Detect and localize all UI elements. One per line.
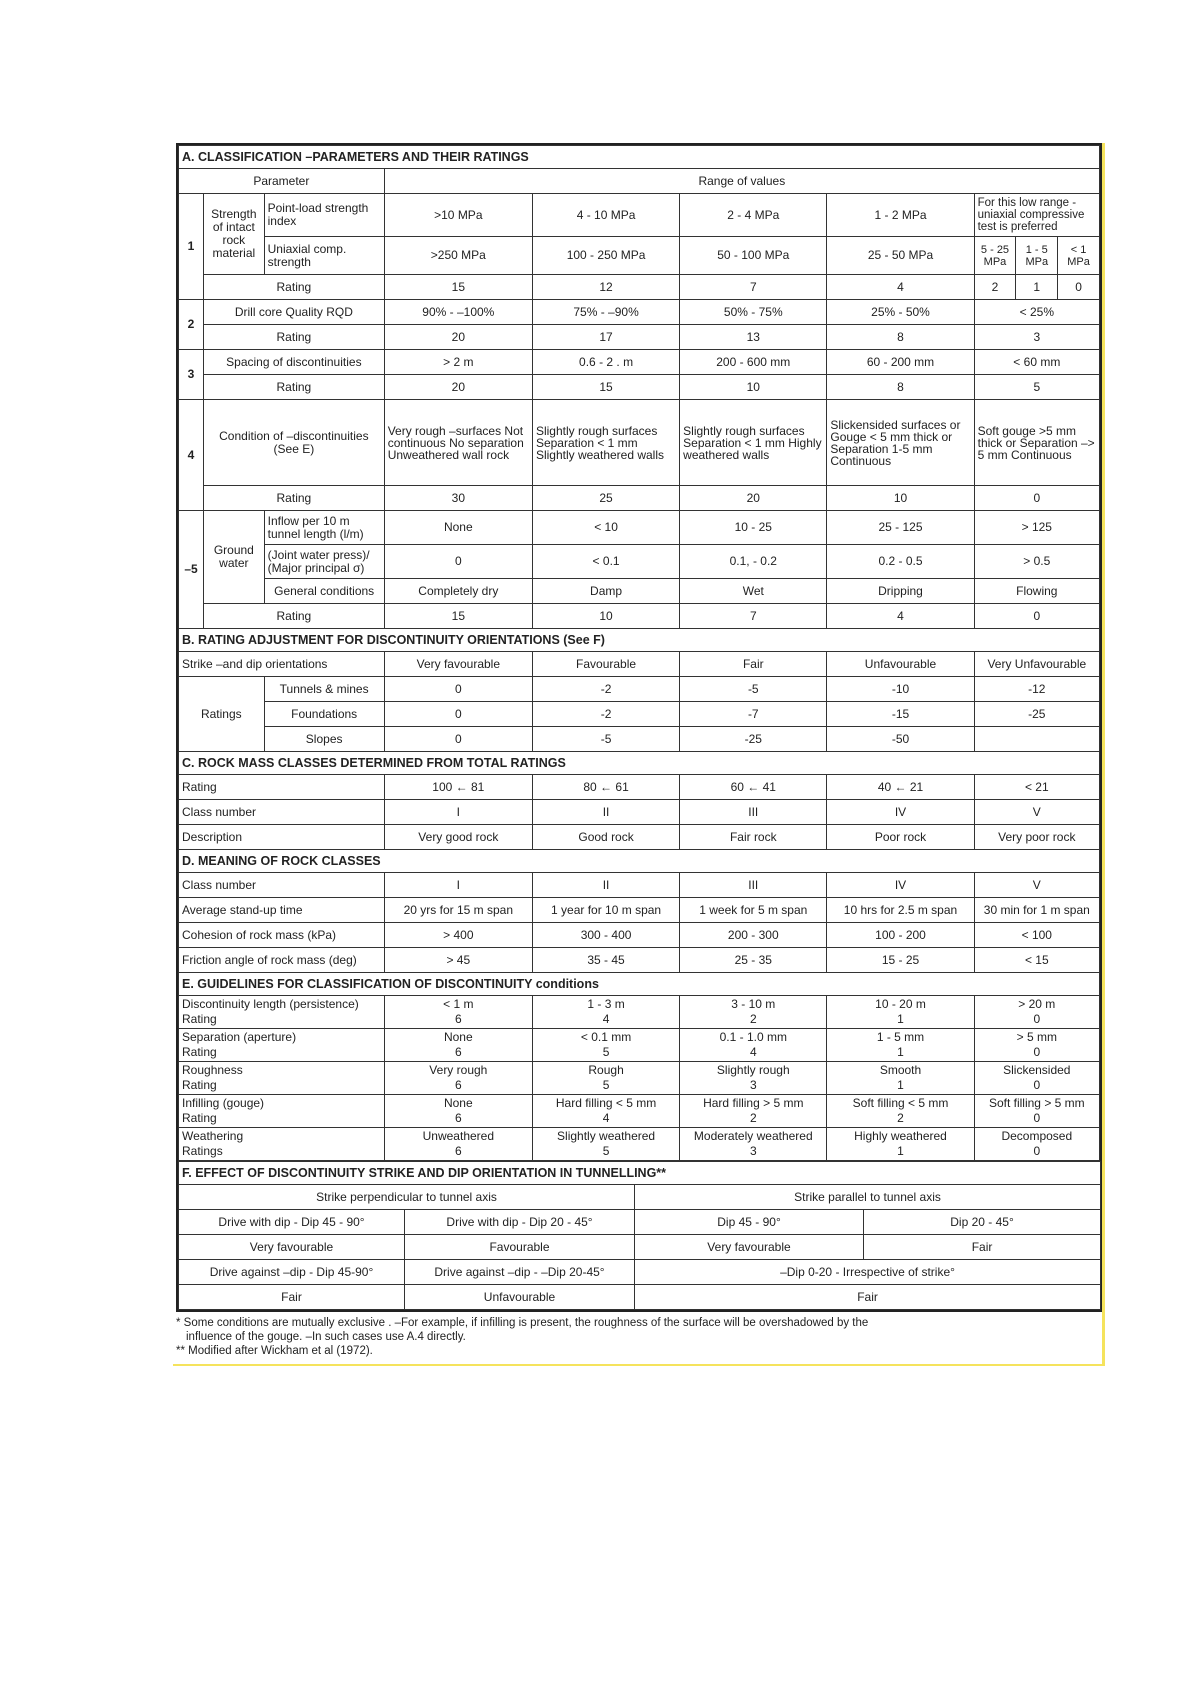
inflow-cell: > 125	[974, 511, 1099, 545]
spacing-label: Spacing of discontinuities	[204, 350, 385, 375]
guideline-rating: 2	[749, 1111, 757, 1125]
rating-cell: 10	[680, 375, 827, 400]
guideline-rating-label: Rating	[182, 1012, 217, 1026]
guideline-rating: 0	[1033, 1045, 1041, 1059]
class-cell: 60 ← 41	[680, 775, 827, 800]
guideline-cell	[532, 1095, 679, 1128]
meaning-row-label: Cohesion of rock mass (kPa)	[179, 923, 385, 948]
guideline-cell	[974, 1062, 1099, 1095]
ratings-label: Ratings	[179, 677, 265, 752]
guideline-cell	[827, 1095, 974, 1128]
guideline-rating: 4	[602, 1012, 610, 1026]
adjustment-cell	[974, 727, 1099, 752]
adjustment-cell: 0	[384, 677, 532, 702]
guideline-cell	[384, 1029, 532, 1062]
rating-cell: 2	[974, 275, 1016, 300]
footnote-2: ** Modified after Wickham et al (1972).	[176, 1345, 373, 1357]
guideline-value: Decomposed	[1001, 1129, 1073, 1143]
orientation-case: Drive with dip - Dip 20 - 45°	[405, 1210, 635, 1235]
ucs-low-cell: 1 - 5 MPa	[1016, 237, 1058, 275]
guideline-value: 1 - 5 mm	[876, 1030, 925, 1044]
guideline-param: Discontinuity length (persistence)	[182, 997, 359, 1011]
class-cell: IV	[827, 800, 974, 825]
pl-cell: 2 - 4 MPa	[680, 194, 827, 237]
joint-water-cell: 0	[384, 545, 532, 579]
class-cell: Good rock	[532, 825, 679, 850]
guideline-rating: 1	[897, 1144, 904, 1158]
guideline-rating: 1	[897, 1045, 904, 1059]
guideline-cell	[532, 1128, 679, 1161]
rqd-cell: 75% - –90%	[532, 300, 679, 325]
rating-cell: 13	[680, 325, 827, 350]
guideline-row	[179, 1095, 1100, 1128]
guideline-rating: 6	[454, 1045, 462, 1059]
condition-label: Condition of –discontinuities (See E)	[204, 400, 385, 486]
inflow-cell: 10 - 25	[680, 511, 827, 545]
guideline-rating: 6	[454, 1144, 462, 1158]
range-header: Range of values	[384, 169, 1099, 194]
adjustment-cell: -50	[827, 727, 974, 752]
meaning-cell: 30 min for 1 m span	[974, 898, 1099, 923]
guideline-cell	[532, 996, 679, 1029]
rating-cell: 0	[974, 486, 1099, 511]
rating-cell: 0	[1058, 275, 1100, 300]
ucs-cell: 100 - 250 MPa	[532, 237, 679, 275]
rating-cell: 3	[974, 325, 1099, 350]
adjustment-row-label: Tunnels & mines	[264, 677, 384, 702]
spacing-cell: < 60 mm	[974, 350, 1099, 375]
rating-cell: 20	[384, 375, 532, 400]
rating-label: Rating	[204, 325, 385, 350]
guideline-rating-label: Rating	[182, 1045, 217, 1059]
guideline-value: Moderately weathered	[693, 1129, 813, 1143]
guideline-rating: 6	[454, 1078, 462, 1092]
meaning-cell: < 100	[974, 923, 1099, 948]
guideline-rating: 2	[749, 1012, 757, 1026]
adjustment-cell: -25	[974, 702, 1099, 727]
general-conditions-cell: Dripping	[827, 579, 974, 604]
condition-cell: Very rough –surfaces Not continuous No separation Unweathered wall rock	[384, 400, 532, 486]
low-range-note: For this low range - uniaxial compressive test is preferred	[974, 194, 1099, 237]
guideline-cell	[384, 1095, 532, 1128]
orientation-effect: Very favourable	[179, 1235, 405, 1260]
rating-cell: 8	[827, 325, 974, 350]
guideline-cell	[532, 1029, 679, 1062]
section-c-title: C. ROCK MASS CLASSES DETERMINED FROM TOTAL RATINGS	[179, 752, 1100, 775]
guideline-label	[179, 1128, 385, 1161]
strike-perpendicular-header: Strike perpendicular to tunnel axis	[179, 1185, 635, 1210]
guideline-rating: 0	[1033, 1012, 1041, 1026]
rating-cell: 5	[974, 375, 1099, 400]
guideline-value: Hard filling < 5 mm	[555, 1096, 657, 1110]
adjustment-cell: -7	[680, 702, 827, 727]
adjustment-cell: -2	[532, 702, 679, 727]
guideline-rating: 1	[897, 1012, 904, 1026]
rating-cell: 15	[384, 275, 532, 300]
groundwater-label: Ground water	[204, 511, 265, 604]
rmr-sheet	[176, 143, 1105, 1364]
guideline-cell	[827, 1062, 974, 1095]
rating-cell: 12	[532, 275, 679, 300]
guideline-cell	[974, 1128, 1099, 1161]
guidelines-body	[179, 996, 1100, 1161]
row-number-2: 2	[179, 300, 204, 350]
rqd-label: Drill core Quality RQD	[204, 300, 385, 325]
rmr-table-frame	[176, 143, 1102, 1312]
guideline-rating: 4	[602, 1111, 610, 1125]
guideline-rating: 6	[454, 1012, 462, 1026]
condition-cell: Soft gouge >5 mm thick or Separation –> 5 mm Continuous	[974, 400, 1099, 486]
guideline-label	[179, 1029, 385, 1062]
adjustment-cell: -25	[680, 727, 827, 752]
guideline-value: 1 - 3 m	[587, 997, 625, 1011]
meaning-cell: 1 year for 10 m span	[532, 898, 679, 923]
adjustment-cell: 0	[384, 727, 532, 752]
meaning-row-label: Average stand-up time	[179, 898, 385, 923]
guideline-row	[179, 1062, 1100, 1095]
parameter-header: Parameter	[179, 169, 385, 194]
rating-cell: 4	[827, 275, 974, 300]
guideline-rating: 0	[1033, 1078, 1041, 1092]
ucs-cell: 50 - 100 MPa	[680, 237, 827, 275]
orientation-case: –Dip 0-20 - Irrespective of strike°	[635, 1260, 1101, 1285]
spacing-cell: > 2 m	[384, 350, 532, 375]
meaning-cell: IV	[827, 873, 974, 898]
meaning-cell: 15 - 25	[827, 948, 974, 973]
guideline-cell	[974, 996, 1099, 1029]
guideline-rating-label: Rating	[182, 1078, 217, 1092]
orientation-effect: Favourable	[405, 1235, 635, 1260]
guideline-label	[179, 1062, 385, 1095]
meaning-cell: 10 hrs for 2.5 m span	[827, 898, 974, 923]
guideline-rating: 5	[602, 1144, 610, 1158]
class-cell: V	[974, 800, 1099, 825]
meaning-cell: 200 - 300	[680, 923, 827, 948]
meaning-cell: V	[974, 873, 1099, 898]
ucs-label: Uniaxial comp. strength	[264, 237, 384, 275]
rqd-cell: 25% - 50%	[827, 300, 974, 325]
rating-cell: 10	[827, 486, 974, 511]
adjustment-cell: 0	[384, 702, 532, 727]
meaning-cell: III	[680, 873, 827, 898]
guideline-rating: 0	[1033, 1111, 1041, 1125]
guideline-rating: 2	[897, 1111, 904, 1125]
guideline-rating: 0	[1033, 1144, 1041, 1158]
meaning-cell: > 45	[384, 948, 532, 973]
guideline-cell	[680, 1029, 827, 1062]
guideline-value: Slightly rough	[716, 1063, 790, 1077]
joint-water-cell: 0.2 - 0.5	[827, 545, 974, 579]
guideline-cell	[532, 1062, 679, 1095]
ucs-low-cell: < 1 MPa	[1058, 237, 1100, 275]
section-b-title: B. RATING ADJUSTMENT FOR DISCONTINUITY ORIENTATIONS (See F)	[179, 629, 1100, 652]
rating-label: Rating	[204, 275, 385, 300]
guideline-rating: 4	[749, 1045, 757, 1059]
section-f-title: F. EFFECT OF DISCONTINUITY STRIKE AND DIP ORIENTATION IN TUNNELLING**	[179, 1162, 1101, 1185]
spacing-cell: 60 - 200 mm	[827, 350, 974, 375]
row-number-3: 3	[179, 350, 204, 400]
orientation-col: Unfavourable	[827, 652, 974, 677]
guideline-rating: 3	[749, 1144, 757, 1158]
general-conditions-label: General conditions	[264, 579, 384, 604]
class-cell: Fair rock	[680, 825, 827, 850]
orientation-effect: Very favourable	[635, 1235, 864, 1260]
rating-cell: 15	[532, 375, 679, 400]
orientation-case: Drive against –dip - Dip 45-90°	[179, 1260, 405, 1285]
guideline-value: Smooth	[879, 1063, 922, 1077]
guideline-param: Separation (aperture)	[182, 1030, 297, 1044]
pl-cell: 1 - 2 MPa	[827, 194, 974, 237]
class-cell: II	[532, 800, 679, 825]
rating-cell: 20	[384, 325, 532, 350]
class-cell: 100 ← 81	[384, 775, 532, 800]
inflow-cell: 25 - 125	[827, 511, 974, 545]
row-number-5: –5	[179, 511, 204, 629]
orientation-effect: Fair	[179, 1285, 405, 1310]
orientation-effect: Unfavourable	[405, 1285, 635, 1310]
ucs-low-cell: 5 - 25 MPa	[974, 237, 1016, 275]
adjustment-row-label: Foundations	[264, 702, 384, 727]
guideline-value: None	[443, 1030, 473, 1044]
guideline-value: Highly weathered	[854, 1129, 947, 1143]
guideline-value: Soft filling < 5 mm	[852, 1096, 949, 1110]
guideline-value: Soft filling > 5 mm	[988, 1096, 1085, 1110]
rating-cell: 0	[974, 604, 1099, 629]
rating-cell: 30	[384, 486, 532, 511]
point-load-label: Point-load strength index	[264, 194, 384, 237]
class-cell: 40 ← 21	[827, 775, 974, 800]
adjustment-cell: -10	[827, 677, 974, 702]
guideline-rating: 1	[897, 1078, 904, 1092]
joint-water-cell: < 0.1	[532, 545, 679, 579]
guideline-value: > 20 m	[1018, 997, 1056, 1011]
rqd-cell: 90% - –100%	[384, 300, 532, 325]
rating-cell: 7	[680, 275, 827, 300]
rating-cell: 20	[680, 486, 827, 511]
spacing-cell: 0.6 - 2 . m	[532, 350, 679, 375]
meaning-cell: 300 - 400	[532, 923, 679, 948]
row-number-4: 4	[179, 400, 204, 511]
meaning-cell: < 15	[974, 948, 1099, 973]
orientation-label: Strike –and dip orientations	[179, 652, 385, 677]
rating-cell: 25	[532, 486, 679, 511]
rating-cell: 7	[680, 604, 827, 629]
guideline-cell	[680, 1095, 827, 1128]
guideline-rating: 3	[749, 1078, 757, 1092]
adjustment-cell: -15	[827, 702, 974, 727]
guideline-cell	[384, 996, 532, 1029]
guideline-cell	[680, 996, 827, 1029]
class-cell: Very poor rock	[974, 825, 1099, 850]
guideline-value: < 0.1 mm	[580, 1030, 632, 1044]
strength-label: Strength of intact rock material	[204, 194, 265, 275]
inflow-label: Inflow per 10 m tunnel length (l/m)	[264, 511, 384, 545]
class-row-label: Class number	[179, 800, 385, 825]
meaning-row-label: Class number	[179, 873, 385, 898]
pl-cell: 4 - 10 MPa	[532, 194, 679, 237]
table-f	[178, 1161, 1101, 1310]
orientation-col: Very Unfavourable	[974, 652, 1099, 677]
guideline-value: 10 - 20 m	[875, 997, 926, 1011]
guideline-value: > 5 mm	[1016, 1030, 1057, 1044]
class-cell: III	[680, 800, 827, 825]
meaning-cell: II	[532, 873, 679, 898]
meaning-row-label: Friction angle of rock mass (deg)	[179, 948, 385, 973]
orientation-case: Drive against –dip - –Dip 20-45°	[405, 1260, 635, 1285]
condition-cell: Slickensided surfaces or Gouge < 5 mm thick or Separation 1-5 mm Continuous	[827, 400, 974, 486]
guideline-cell	[384, 1062, 532, 1095]
guideline-value: 3 - 10 m	[731, 997, 776, 1011]
orientation-col: Fair	[680, 652, 827, 677]
rating-cell: 8	[827, 375, 974, 400]
meaning-cell: 100 - 200	[827, 923, 974, 948]
guideline-rating: 5	[602, 1078, 610, 1092]
guideline-value: Unweathered	[422, 1129, 495, 1143]
class-row-label: Description	[179, 825, 385, 850]
class-row-label: Rating	[179, 775, 385, 800]
adjustment-cell: -2	[532, 677, 679, 702]
meaning-cell: > 400	[384, 923, 532, 948]
rating-cell: 10	[532, 604, 679, 629]
inflow-cell: None	[384, 511, 532, 545]
guideline-value: Rough	[588, 1063, 624, 1077]
class-cell: < 21	[974, 775, 1099, 800]
inflow-cell: < 10	[532, 511, 679, 545]
general-conditions-cell: Flowing	[974, 579, 1099, 604]
meaning-cell: 35 - 45	[532, 948, 679, 973]
guideline-param: Weathering	[182, 1129, 244, 1143]
section-e-title: E. GUIDELINES FOR CLASSIFICATION OF DISCONTINUITY conditions	[179, 973, 1100, 996]
guideline-cell	[384, 1128, 532, 1161]
rqd-cell: 50% - 75%	[680, 300, 827, 325]
pl-cell: >10 MPa	[384, 194, 532, 237]
orientation-case: Dip 45 - 90°	[635, 1210, 864, 1235]
guideline-rating: 5	[602, 1045, 610, 1059]
guideline-value: Slickensided	[1003, 1063, 1071, 1077]
class-cell: Poor rock	[827, 825, 974, 850]
guideline-cell	[827, 996, 974, 1029]
section-d-title: D. MEANING OF ROCK CLASSES	[179, 850, 1100, 873]
general-conditions-cell: Wet	[680, 579, 827, 604]
adjustment-cell: -5	[532, 727, 679, 752]
guideline-value: < 1 m	[443, 997, 474, 1011]
guideline-value: 0.1 - 1.0 mm	[719, 1030, 787, 1044]
orientation-case: Drive with dip - Dip 45 - 90°	[179, 1210, 405, 1235]
ucs-cell: >250 MPa	[384, 237, 532, 275]
guideline-row	[179, 996, 1100, 1029]
orientation-case: Dip 20 - 45°	[864, 1210, 1101, 1235]
rating-label: Rating	[204, 604, 385, 629]
meaning-cell: 25 - 35	[680, 948, 827, 973]
general-conditions-cell: Completely dry	[384, 579, 532, 604]
guideline-cell	[974, 1095, 1099, 1128]
adjustment-cell: -12	[974, 677, 1099, 702]
spacing-cell: 200 - 600 mm	[680, 350, 827, 375]
table-a-b-c-d-e	[178, 145, 1100, 1161]
guideline-param: Infilling (gouge)	[182, 1096, 265, 1110]
guideline-cell	[680, 1062, 827, 1095]
guideline-row	[179, 1128, 1100, 1161]
rating-cell: 15	[384, 604, 532, 629]
guideline-cell	[827, 1128, 974, 1161]
rating-cell: 17	[532, 325, 679, 350]
general-conditions-cell: Damp	[532, 579, 679, 604]
orientation-col: Favourable	[532, 652, 679, 677]
guideline-value: None	[443, 1096, 473, 1110]
joint-water-cell: 0.1, - 0.2	[680, 545, 827, 579]
guideline-cell	[974, 1029, 1099, 1062]
guideline-cell	[827, 1029, 974, 1062]
footnote-1-cont: influence of the gouge. –In such cases use A.4 directly.	[186, 1331, 466, 1343]
guideline-label	[179, 1095, 385, 1128]
guideline-value: Very rough	[429, 1063, 488, 1077]
strike-parallel-header: Strike parallel to tunnel axis	[635, 1185, 1101, 1210]
class-cell: I	[384, 800, 532, 825]
joint-water-cell: > 0.5	[974, 545, 1099, 579]
footnotes	[176, 1316, 1102, 1358]
rqd-cell: < 25%	[974, 300, 1099, 325]
guideline-value: Slightly weathered	[557, 1129, 656, 1143]
orientation-effect: Fair	[635, 1285, 1101, 1310]
rating-cell: 4	[827, 604, 974, 629]
guideline-param: Roughness	[182, 1063, 243, 1077]
orientation-col: Very favourable	[384, 652, 532, 677]
condition-cell: Slightly rough surfaces Separation < 1 mm Slightly weathered walls	[532, 400, 679, 486]
meaning-cell: 20 yrs for 15 m span	[384, 898, 532, 923]
footnote-1: * Some conditions are mutually exclusive . –For example, if infilling is present, the roughness of the surface will be overshadowed by the	[176, 1317, 869, 1329]
guideline-value: Hard filling > 5 mm	[703, 1096, 804, 1110]
row-number-1: 1	[179, 194, 204, 300]
guideline-cell	[680, 1128, 827, 1161]
ucs-cell: 25 - 50 MPa	[827, 237, 974, 275]
class-cell: Very good rock	[384, 825, 532, 850]
adjustment-row-label: Slopes	[264, 727, 384, 752]
rating-label: Rating	[204, 486, 385, 511]
guideline-label	[179, 996, 385, 1029]
rating-label: Rating	[204, 375, 385, 400]
adjustment-cell: -5	[680, 677, 827, 702]
class-cell: 80 ← 61	[532, 775, 679, 800]
orientation-effect: Fair	[864, 1235, 1101, 1260]
joint-water-label: (Joint water press)/ (Major principal σ)	[264, 545, 384, 579]
meaning-cell: 1 week for 5 m span	[680, 898, 827, 923]
guideline-rating-label: Ratings	[182, 1144, 223, 1158]
section-a-title: A. CLASSIFICATION –PARAMETERS AND THEIR RATINGS	[179, 146, 1100, 169]
meaning-cell: I	[384, 873, 532, 898]
condition-cell: Slightly rough surfaces Separation < 1 mm Highly weathered walls	[680, 400, 827, 486]
guideline-row	[179, 1029, 1100, 1062]
guideline-rating-label: Rating	[182, 1111, 217, 1125]
rating-cell: 1	[1016, 275, 1058, 300]
guideline-rating: 6	[454, 1111, 462, 1125]
